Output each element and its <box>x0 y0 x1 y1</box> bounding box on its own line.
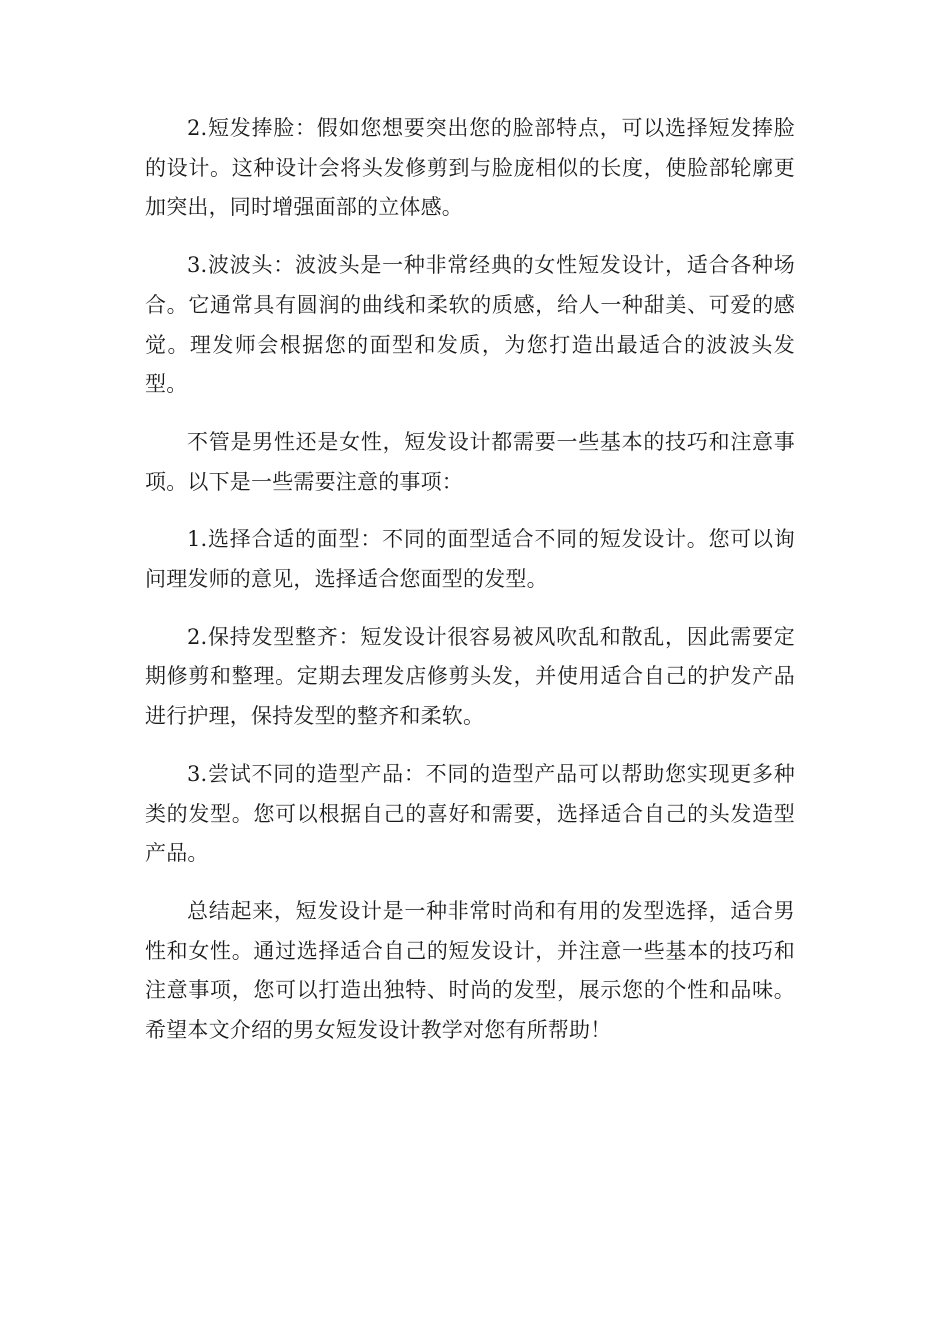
paragraph-tips-intro: 不管是男性还是女性，短发设计都需要一些基本的技巧和注意事项。以下是一些需要注意的事项： <box>145 429 795 494</box>
paragraph-bob-cut: 3.波波头：波波头是一种非常经典的女性短发设计，适合各种场合。它通常具有圆润的曲线和柔软的质感，给人一种甜美、可爱的感觉。理发师会根据您的面型和发质，为您打造出最适合的波波头发型。 <box>145 253 795 397</box>
paragraph-tip-styling-products: 3.尝试不同的造型产品：不同的造型产品可以帮助您实现更多种类的发型。您可以根据自己的喜好和需要，选择适合自己的头发造型产品。 <box>145 761 795 866</box>
paragraph-tip-keep-neat: 2.保持发型整齐：短发设计很容易被风吹乱和散乱，因此需要定期修剪和整理。定期去理发店修剪头发，并使用适合自己的护发产品进行护理，保持发型的整齐和柔软。 <box>145 624 795 729</box>
paragraph-conclusion: 总结起来，短发设计是一种非常时尚和有用的发型选择，适合男性和女性。通过选择适合自己的短发设计，并注意一些基本的技巧和注意事项，您可以打造出独特、时尚的发型，展示您的个性和品味。希望本文介绍的男女短发设计教学对您有所帮助！ <box>145 898 795 1043</box>
document-body <box>145 109 795 1069</box>
paragraph-short-hair-face-framing: 2.短发捧脸：假如您想要突出您的脸部特点，可以选择短发捧脸的设计。这种设计会将头发修剪到与脸庞相似的长度，使脸部轮廓更加突出，同时增强面部的立体感。 <box>145 116 795 220</box>
paragraph-tip-face-shape: 1.选择合适的面型：不同的面型适合不同的短发设计。您可以询问理发师的意见，选择适合您面型的发型。 <box>145 527 795 592</box>
